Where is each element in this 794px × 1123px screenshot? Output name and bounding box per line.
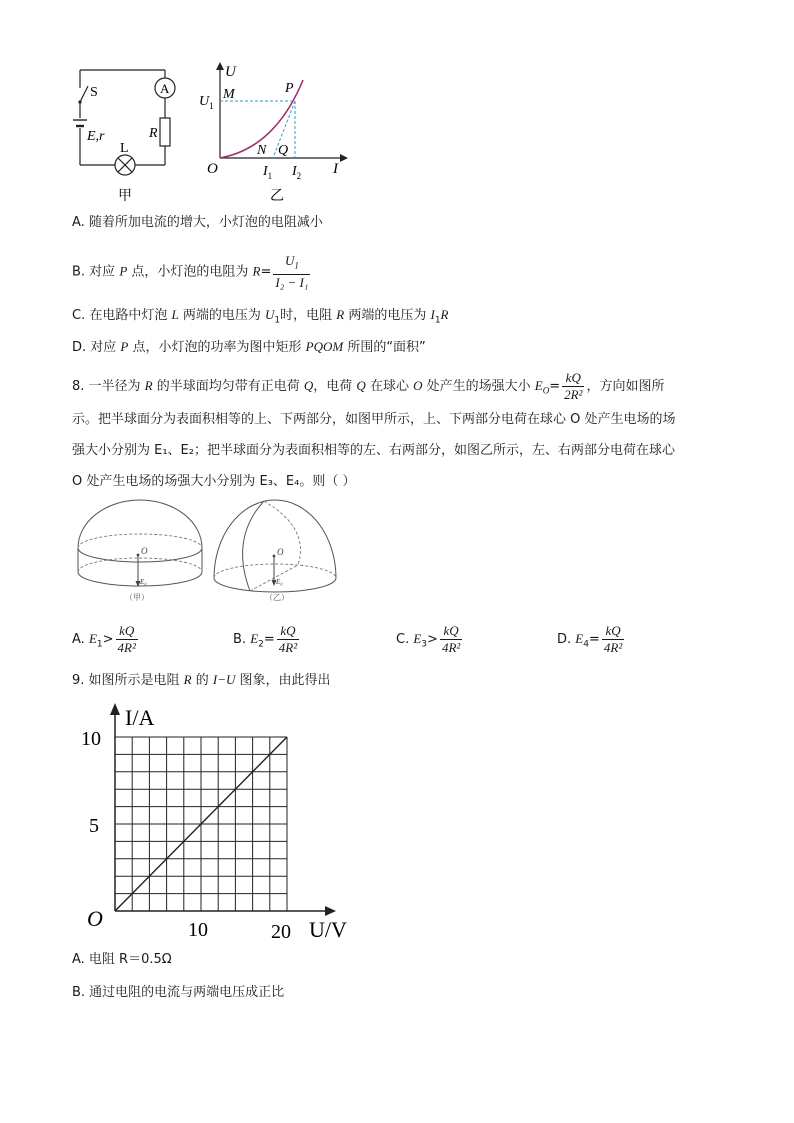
origin-label: O [207, 161, 218, 177]
field-e-label-yi: E₀ [276, 578, 283, 586]
q8-stem-line2: 示。把半球面分为表面积相等的上、下两部分，如图甲所示，上、下两部分电荷在球心 O 处产生电场的场 [72, 412, 676, 427]
point-q-label: Q [278, 143, 289, 158]
figure-caption-hemisphere-jia: （甲） [125, 593, 149, 602]
q8-stem-line3: 强大小分别为 E₁、E₂；把半球面分为表面积相等的左、右两部分，如图乙所示，左、右两部分电荷在球心 [72, 443, 675, 458]
q7-option-d: D. 对应 P 点，小灯泡的功率为图中矩形 PQOM 所围的“面积” [72, 339, 426, 355]
u1-label: $U_1$ [199, 94, 214, 111]
ammeter-label: A [160, 81, 170, 96]
q8-option-a: A. $E_1>$ $\frac{kQ}{\text{4R²}}$ [72, 623, 136, 655]
axis-i-label: I [333, 161, 338, 177]
i-u-chart [75, 695, 365, 950]
hemisphere-figure-yi [210, 498, 340, 606]
field-e-label-jia: E₀ [140, 578, 147, 586]
q8-option-d: D. $E_4=$ $\frac{kQ}{\text{4R²}}$ [557, 623, 623, 655]
y-tick-label-5: 5 [89, 815, 99, 837]
chart-y-axis-label: I/A [125, 705, 155, 730]
q7-option-b: B. 对应 P 点，小灯泡的电阻为 R= $\frac{U_1}{\text{I₂ − I₁}}$ [72, 253, 309, 290]
chart-x-axis-label: U/V [309, 917, 347, 942]
figure-caption-jia: 甲 [118, 189, 132, 204]
q9-option-b: B. 通过电阻的电流与两端电压成正比 [72, 985, 285, 1000]
point-m-label: M [223, 87, 235, 102]
q7-option-c: C. 在电路中灯泡 L 两端的电压为 $U_1$时，电阻 R 两端的电压为 $I_1R$ [72, 307, 449, 326]
q9-stem: 9. 如图所示是电阻 R 的 I−U 图象，由此得出 [72, 672, 331, 688]
circuit-diagram-jia [60, 60, 190, 210]
i1-label: $I_1$ [263, 164, 273, 181]
q9-option-a: A. 电阻 R＝0.5Ω [72, 952, 172, 967]
point-p-label: P [285, 81, 294, 96]
x-tick-label-10: 10 [188, 919, 208, 941]
i2-label: $I_2$ [292, 164, 302, 181]
hemisphere-figure-jia [75, 498, 205, 606]
lamp-label: L [120, 141, 129, 156]
chart-origin-label: O [87, 906, 103, 931]
center-o-label-yi: O [277, 547, 284, 557]
x-tick-label-20: 20 [271, 921, 291, 943]
figure-caption-yi: 乙 [270, 189, 284, 204]
q8-stem-line1: 8. 一半径为 R 的半球面均匀带有正电荷 Q，电荷 Q 在球心 O 处产生的场强大小 $E_O=$ $\frac{kQ}{\text{2R²}}$ ，方向如图所 [72, 370, 665, 402]
u-i-graph-yi [195, 58, 355, 210]
q8-stem-line4: O 处产生电场的场强大小分别为 E₃、E₄。则（ ） [72, 474, 356, 489]
q7-option-a: A. 随着所加电流的增大，小灯泡的电阻减小 [72, 215, 323, 230]
figure-caption-hemisphere-yi: （乙） [265, 593, 289, 602]
axis-u-label: U [225, 64, 236, 80]
q8-option-c: C. $E_3>$ $\frac{kQ}{\text{4R²}}$ [396, 623, 461, 655]
center-o-label-jia: O [141, 546, 148, 556]
switch-label: S [90, 85, 98, 100]
point-n-label: N [257, 143, 267, 158]
resistor-label: R [149, 126, 158, 141]
y-tick-label-10: 10 [81, 728, 101, 750]
q8-option-b: B. $E_2=$ $\frac{kQ}{\text{4R²}}$ [233, 623, 298, 655]
source-label: E,r [87, 129, 105, 144]
